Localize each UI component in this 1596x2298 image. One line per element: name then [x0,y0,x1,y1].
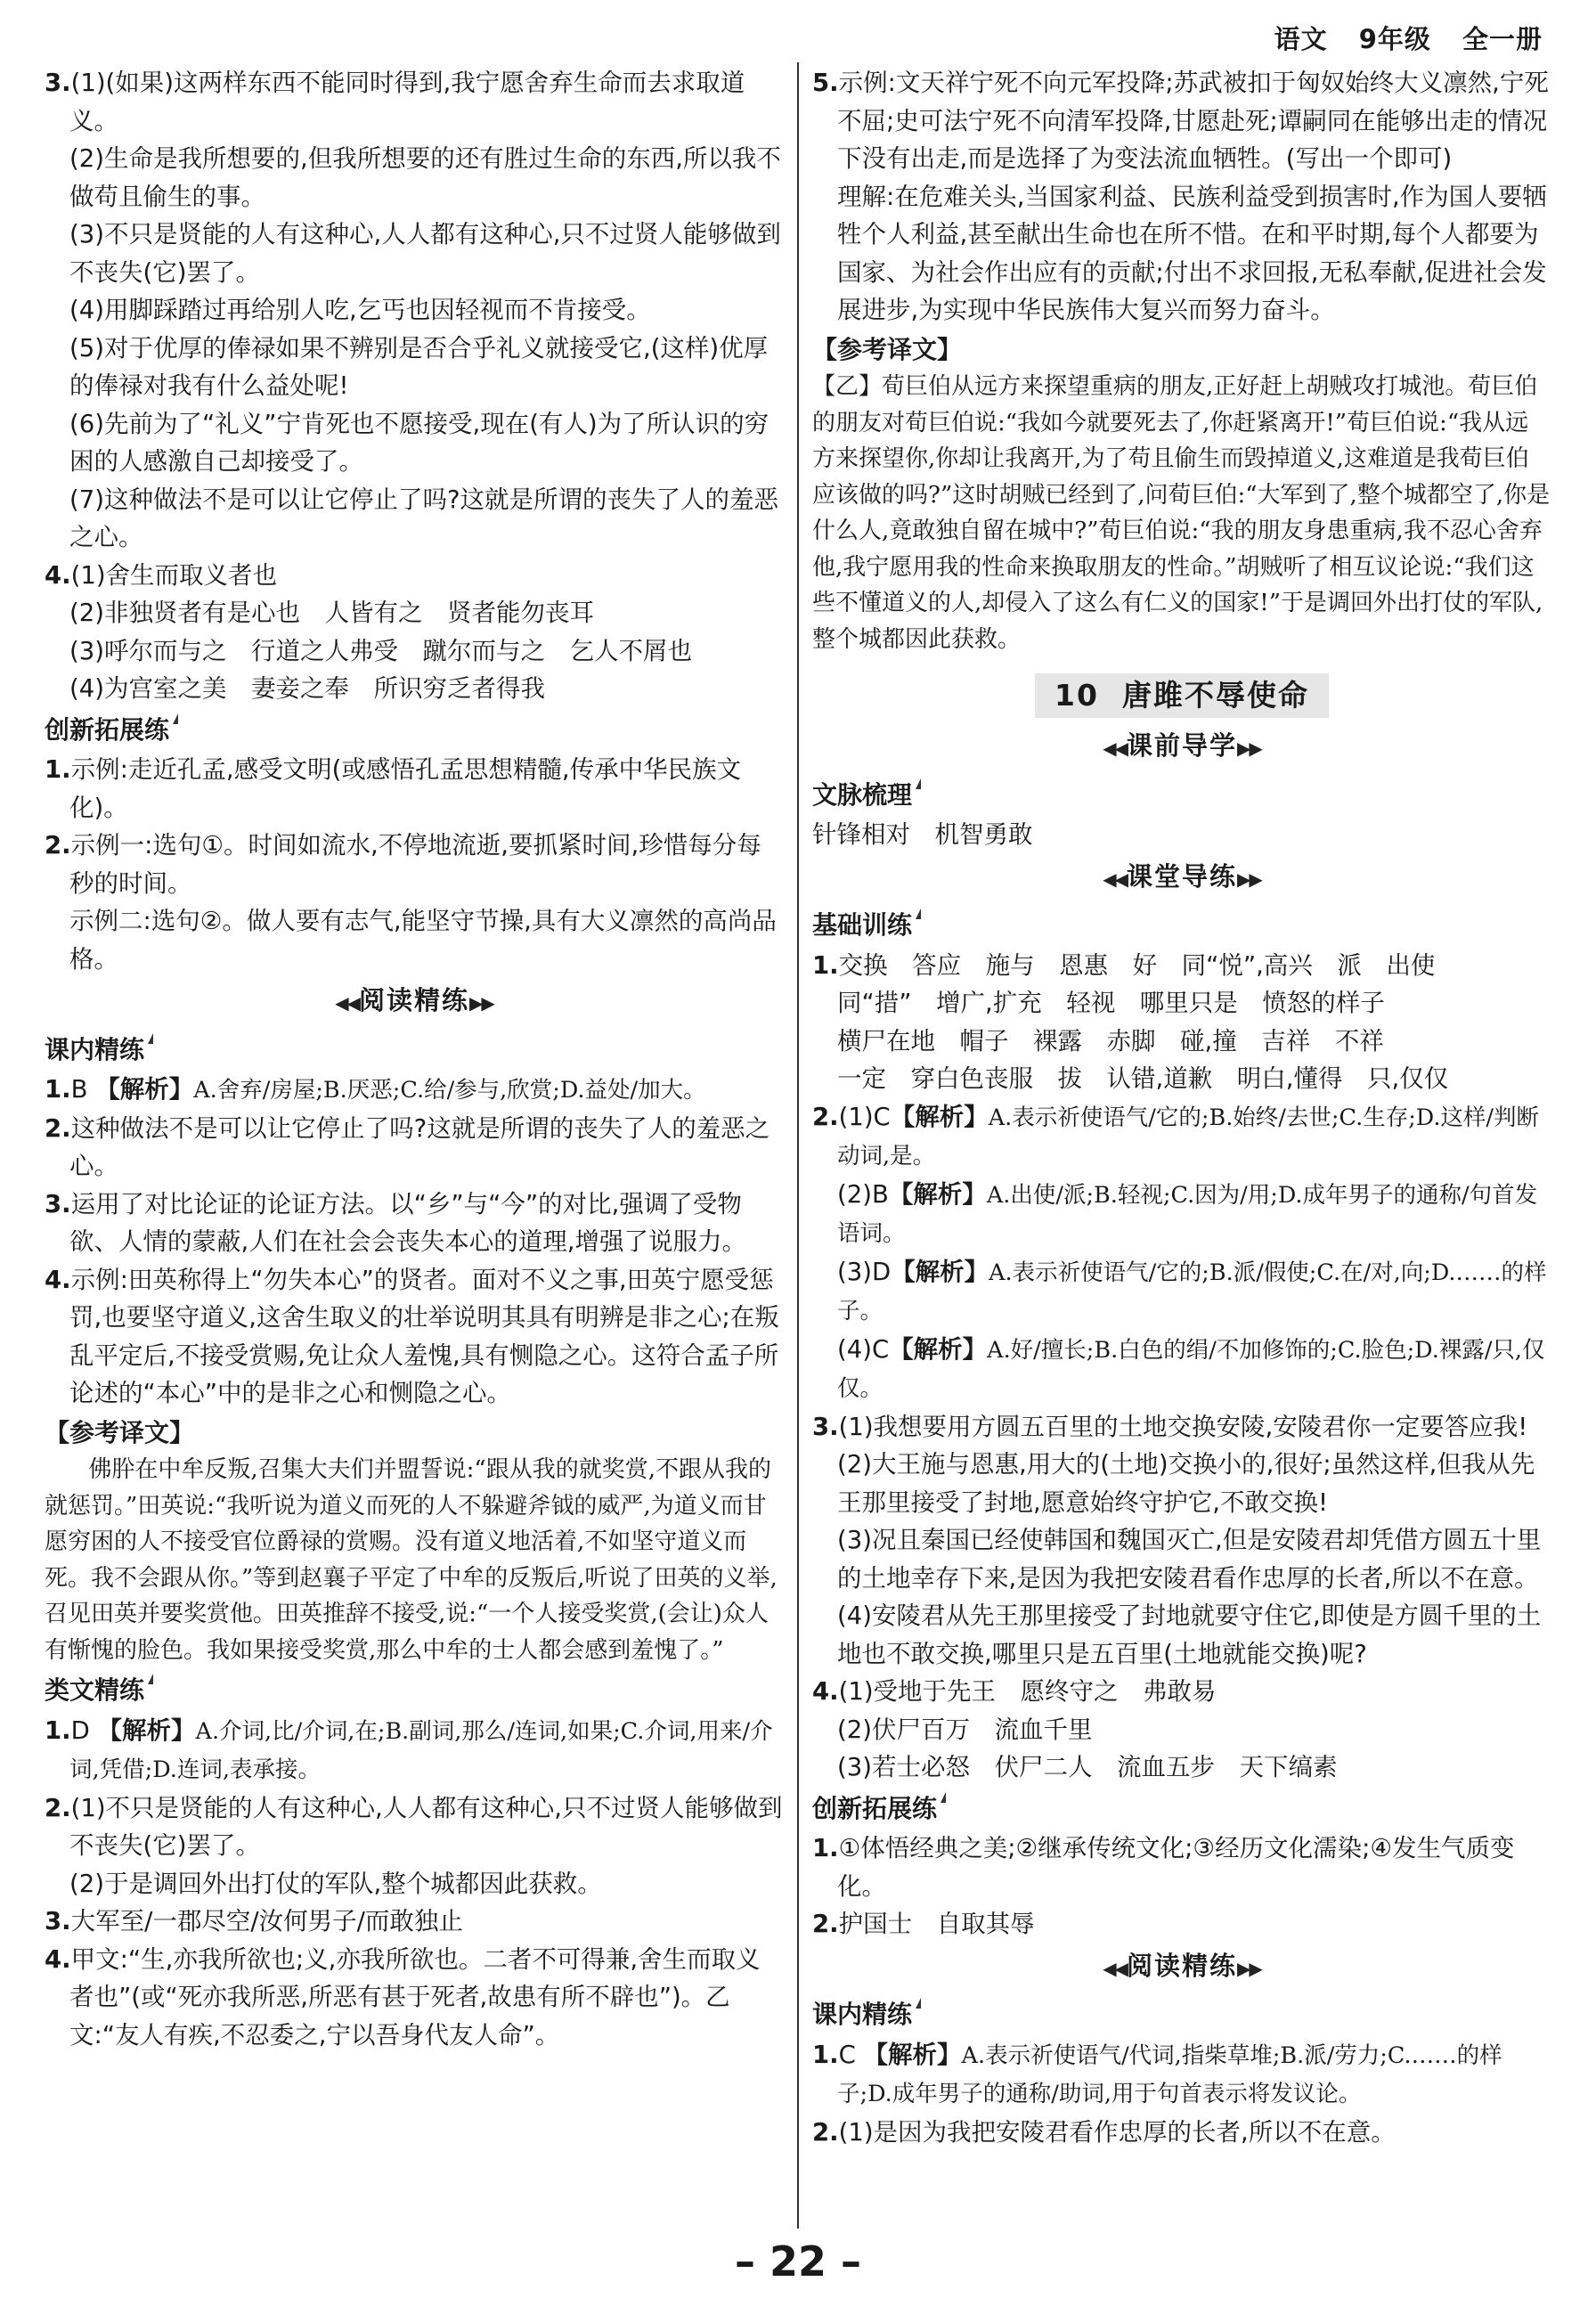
left-inclass-q1: 1.B 【解析】A.舍弃/房屋;B.厌恶;C.给/参与,欣赏;D.益处/加大。 [45,1075,706,1104]
page-number: – 22 – [734,2237,862,2286]
basic-q1 [812,947,1551,1098]
answer-item: (4)用脚踩踏过再给别人吃,乞丐也因轻视而不肯接受。 [69,296,651,324]
left-innovation-title: 创新拓展练 [45,712,178,750]
outline-title: 文脉梳理 [812,777,921,815]
basic-q4-list [812,1673,1551,1787]
answer-item: 3.运用了对比论证的论证方法。以“乡”与“今”的对比,强调了受物欲、人情的蒙蔽,人们在社会会丧失本心的道理,增强了说服力。 [45,1189,746,1256]
left-column [45,64,784,2054]
answer-item: 2.(1)不只是贤能的人有这种心,人人都有这种心,只不过贤人能够做到不丧失(它)罢了。 [45,1793,783,1860]
left-ref-title: 【参考译文】 [45,1417,195,1447]
left-q3-list [45,64,784,557]
classroom-banner-text: 课堂导练 [1126,860,1237,892]
left-similar-title: 类文精练 [45,1672,153,1710]
answer-item: 4.(1)受地于先王 愿终守之 弗敢易 [812,1677,1217,1706]
answer-item: (6)先前为了“礼义”宁肯死也不愿接受,现在(有人)为了所认识的穷困的人感激自己却接受了。 [69,409,770,476]
answer-item: 3.(1)我想要用方圆五百里的土地交换安陵,安陵君你一定要答应我! [812,1412,1528,1441]
answer-item: 2.护国士 自取其辱 [812,1910,1035,1938]
answer-item: (3)不只是贤能的人有这种心,人人都有这种心,只不过贤人能够做到不丧失(它)罢了。 [69,220,781,287]
left-inclass-title: 课内精练 [45,1031,153,1070]
classroom-banner: ◀◀课堂导练▶▶ [1103,860,1261,892]
left-ref-text: 佛肸在中牟反叛,召集大夫们并盟誓说:“跟从我的就奖赏,不跟从我的就惩罚。”田英说:“我听说为道义而死的人不躲避斧钺的威严,为道义而甘愿穷困的人不接受官位爵禄的赏赐。没有道义地活着,不如坚守道义而死。我不会跟从你。”等到赵襄子平定了中牟的反叛后,听说了田英的义举,召见田英并要奖赏他。田英推辞不接受,说:“一个人接受奖赏,(会让)众人有惭愧的脸色。我如果接受奖赏,那么中牟的士人都会感到羞愧了。” [45,1456,778,1664]
header-volume: 全一册 [1462,24,1543,54]
answer-item: (4)C【解析】A.好/擅长;B.白色的绢/不加修饰的;C.脸色;D.裸露/只,仅仅。 [837,1334,1545,1402]
answer-item: 3.大军至/一郡尽空/汝何男子/而敢独止 [45,1907,463,1935]
header-grade: 9年级 [1358,24,1431,54]
right-q5-list [812,64,1551,330]
answer-item: 3.(1)(如果)这两样东西不能同时得到,我宁愿舍弃生命而去求取道义。 [45,69,745,135]
right-reading-banner-text: 阅读精练 [1126,1950,1237,1981]
answer-item: 4.示例:田英称得上“勿失本心”的贤者。面对不义之事,田英宁愿受惩罚,也要坚守道义,这舍生取义的壮举说明其具有明辨是非之心;在叛乱平定后,不接受赏赐,免让众人羞愧,具有恻隐之心。这符合孟子所论述的“本心”中的是非之心和恻隐之心。 [45,1265,779,1407]
answer-item: 2.这种做法不是可以让它停止了吗?这就是所谓的丧失了人的羞恶之心。 [45,1113,770,1180]
preclass-banner: ◀◀课前导学▶▶ [1103,730,1261,761]
right-innovation-title: 创新拓展练 [812,1790,946,1829]
answer-item: 1.示例:走近孔孟,感受文明(或感悟孔孟思想精髓,传承中华民族文化)。 [45,755,742,822]
answer-item: (4)安陵君从先王那里接受了封地就要守住它,即使是方圆千里的土地也不敢交换,哪里只是五百里(土地就能交换)呢? [837,1601,1542,1668]
basic-q1-line: 同“措” 增广,扩充 轻视 哪里只是 愤怒的样子 [837,989,1385,1017]
answer-item: (5)对于优厚的俸禄如果不辨别是否合乎礼义就接受它,(这样)优厚的俸禄对我有什么益处呢! [69,333,769,400]
lesson-number: 10 [1054,678,1099,713]
basic-q1-line: 横尸在地 帽子 裸露 赤脚 碰,撞 吉祥 不祥 [837,1026,1384,1055]
page-header [1253,20,1543,56]
answer-item: (3)若士必怒 伏尸二人 流血五步 天下缟素 [837,1753,1338,1781]
right-innovation-list [812,1829,1551,1944]
answer-item: 4.(1)舍生而取义者也 [45,560,278,590]
left-inclass-list [45,1110,784,1413]
lesson-box [1035,673,1329,718]
answer-item: (2)大王施与恩惠,用大的(土地)交换小的,很好;虽然这样,但我从先王那里接受了封地,愿意始终守护它,不敢交换! [837,1450,1535,1517]
answer-item: (3)呼尔而与之 行道之人弗受 蹴尔而与之 乞人不屑也 [69,636,692,665]
answer-item: 1.①体悟经典之美;②继承传统文化;③经历文化濡染;④发生气质变化。 [812,1834,1515,1901]
answer-item: 5.示例:文天祥宁死不向元军投降;苏武被扣于匈奴始终大义凛然,宁死不屈;史可法宁死不向清军投降,甘愿赴死;谭嗣同在能够出走的情况下没有出走,而是选择了为变法流血牺牲。(写出一个即可) [812,69,1549,173]
right-column [812,64,1551,2151]
basic-title: 基础训练 [812,907,921,945]
answer-item: 2.(1)C【解析】A.表示祈使语气/它的;B.始终/去世;C.生存;D.这样/判断动词,是。 [812,1102,1540,1169]
answer-item: (2)生命是我所想要的,但我所想要的还有胜过生命的东西,所以我不做苟且偷生的事。 [69,144,781,211]
left-reading-banner-text: 阅读精练 [358,985,469,1015]
header-subject: 语文 [1274,24,1328,54]
basic-q1-line: 1.交换 答应 施与 恩惠 好 同“悦”,高兴 派 出使 [812,950,1436,980]
left-similar-q1: 1.D 【解析】A.介词,比/介词,在;B.副词,那么/连词,如果;C.介词,用来/介词,凭借;D.连词,表承接。 [45,1715,773,1783]
answer-item: (2)于是调回外出打仗的军队,整个城都因此获救。 [69,1869,602,1898]
answer-item: (3)况且秦国已经使韩国和魏国灭亡,但是安陵君却凭借方圆五十里的土地幸存下来,是因为我把安陵君看作忠厚的长者,所以不在意。 [837,1526,1542,1593]
lesson-heading [812,673,1551,718]
left-q4-list [45,557,784,708]
answer-item: (3)D【解析】A.表示祈使语气/它的;B.派/假使;C.在/对,向;D.……的样子。 [837,1257,1547,1324]
left-innovation-list [45,751,784,978]
answer-item: (2)非独贤者有是心也 人皆有之 贤者能勿丧耳 [69,599,594,627]
outline-text: 针锋相对 机智勇敢 [812,820,1033,849]
answer-item: 理解:在危难关头,当国家利益、民族利益受到损害时,作为国人要牺牲个人利益,甚至献出生命也在所不惜。在和平时期,每个人都要为国家、为社会作出应有的贡献;付出不求回报,无私奉献,促进社会发展进步,为实现中华民族伟大复兴而努力奋斗。 [837,182,1547,324]
answer-item: 2.示例一:选句①。时间如流水,不停地流逝,要抓紧时间,珍惜每分每秒的时间。 [45,831,761,898]
left-reading-banner: ◀◀阅读精练▶▶ [335,985,493,1015]
column-divider [797,62,799,2229]
answer-item: (2)B【解析】A.出使/派;B.轻视;C.因为/用;D.成年男子的通称/句首发语词。 [837,1179,1538,1247]
right-ref-title: 【参考译文】 [812,334,963,364]
answer-item: 示例二:选句②。做人要有志气,能坚守节操,具有大义凛然的高尚品格。 [69,907,777,974]
answer-item: (7)这种做法不是可以让它停止了吗?这就是所谓的丧失了人的羞恶之心。 [69,485,779,551]
right-reading-banner: ◀◀阅读精练▶▶ [1103,1950,1261,1981]
right-inclass-title: 课内精练 [812,1996,921,2034]
preclass-banner-text: 课前导学 [1126,730,1237,761]
answer-item: (2)伏尸百万 流血千里 [837,1715,1093,1744]
basic-q3-list [812,1408,1551,1674]
answer-item: (4)为宫室之美 妻妾之奉 所识穷乏者得我 [69,674,545,703]
basic-q2-list [812,1098,1551,1408]
right-inclass-q1: 1.C 【解析】A.表示祈使语气/代词,指柴草堆;B.派/劳力;C.……的样子;D.成年男子的通称/助词,用于句首表示将发议论。 [812,2040,1502,2107]
left-similar-list [45,1789,784,2055]
right-inclass-q2: 2.(1)是因为我把安陵君看作忠厚的长者,所以不在意。 [812,2117,1396,2147]
basic-q1-line: 一定 穿白色丧服 拔 认错,道歉 明白,懂得 只,仅仅 [837,1064,1449,1093]
answer-item: 4.甲文:“生,亦我所欲也;义,亦我所欲也。二者不可得兼,舍生而取义者也”(或“死亦我所恶,所恶有甚于死者,故患有所不辟也”)。乙文:“友人有疾,不忍委之,宁以吾身代友人命”。 [45,1944,761,2049]
lesson-title: 唐雎不辱使命 [1121,678,1309,713]
right-ref-text: 【乙】荀巨伯从远方来探望重病的朋友,正好赶上胡贼攻打城池。荀巨伯的朋友对荀巨伯说:“我如今就要死去了,你赶紧离开!”荀巨伯说:“我从远方来探望你,你却让我离开,为了苟且偷生而毁掉道义,这难道是我荀巨伯应该做的吗?”这时胡贼已经到了,问荀巨伯:“大军到了,整个城都空了,你是什么人,竟敢独自留在城中?”荀巨伯说:“我的朋友身患重病,我不忍心舍弃他,我宁愿用我的性命来换取朋友的性命。”胡贼听了相互议论说:“我们这些不懂道义的人,却侵入了这么有仁义的国家!”于是调回外出打仗的军队,整个城都因此获救。 [812,373,1551,653]
